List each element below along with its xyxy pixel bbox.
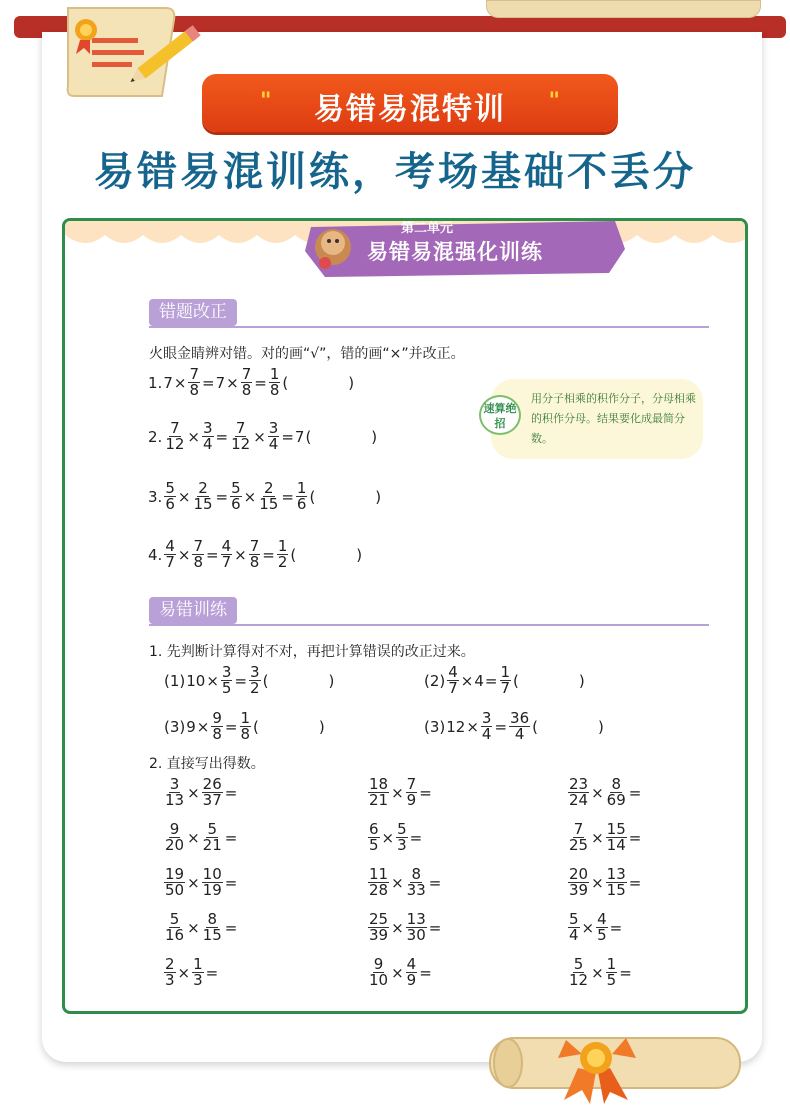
fraction: [192, 539, 204, 570]
numerator: 2: [264, 479, 274, 497]
numerator: 19: [165, 865, 185, 883]
item-number: (2): [424, 671, 446, 690]
denominator: 8: [249, 553, 260, 571]
numerator: 3: [169, 775, 180, 793]
fraction: [368, 777, 389, 808]
numerator: 8: [411, 865, 421, 883]
numerator: 15: [606, 820, 626, 838]
operator: =: [262, 545, 275, 564]
numerator: 7: [573, 820, 584, 838]
denominator: 2: [277, 553, 288, 571]
operator: =: [484, 671, 498, 690]
fraction: [277, 539, 289, 570]
denominator: 16: [165, 926, 185, 944]
numerator: 1: [500, 663, 511, 681]
problem-item: [147, 367, 355, 398]
numerator: 8: [207, 910, 217, 928]
fraction: [164, 912, 185, 943]
tip-text: 用分子相乘的积作分子，分母相乘的积作分母。结果要化成最简分数。: [531, 392, 696, 445]
denominator: 13: [165, 791, 185, 809]
judge-item: [163, 711, 326, 742]
denominator: 39: [369, 926, 389, 944]
operator: ×: [187, 427, 200, 446]
operator: ×: [206, 671, 219, 690]
fraction: [396, 822, 408, 853]
numerator: 5: [165, 479, 175, 497]
calc-item: [367, 912, 442, 943]
denominator: 9: [406, 791, 417, 809]
denominator: 6: [296, 495, 307, 513]
numerator: 1: [240, 709, 251, 727]
numerator: 1: [193, 955, 203, 973]
denominator: 4: [514, 725, 525, 743]
fraction: [164, 481, 176, 512]
numerator: 1: [269, 365, 280, 383]
numerator: 1: [296, 479, 307, 497]
numerator: 2: [198, 479, 208, 497]
numerator: 26: [202, 775, 222, 793]
operator: =: [201, 373, 215, 392]
fraction: [230, 421, 251, 452]
fraction: [164, 539, 176, 570]
numerator: 7: [193, 537, 203, 555]
fraction: [568, 957, 589, 988]
operator: ×: [591, 828, 604, 847]
operator: ×: [234, 545, 247, 564]
fraction: [606, 777, 627, 808]
operator: ×: [591, 963, 604, 982]
denominator: 33: [406, 881, 426, 899]
calc-item: [567, 777, 642, 808]
calc-item: [567, 912, 623, 943]
instruction-text: 火眼金睛辨对错。对的画“√”，错的画“×”并改正。: [149, 346, 465, 362]
problem-item: [147, 539, 363, 570]
number: 7: [163, 373, 173, 392]
operator: ×: [177, 487, 191, 506]
banner-title: 易错易混特训: [314, 92, 506, 127]
answer-blank: ( ): [513, 672, 585, 690]
denominator: 7: [448, 679, 458, 697]
operator: ×: [187, 873, 200, 892]
numerator: 1: [277, 537, 288, 555]
numerator: 7: [235, 419, 246, 437]
denominator: 39: [569, 881, 589, 899]
fraction: [202, 421, 214, 452]
fraction: [192, 481, 213, 512]
section-underline: [149, 624, 709, 626]
fraction: [606, 822, 627, 853]
denominator: 7: [165, 553, 175, 571]
answer-blank: ( ): [309, 488, 382, 506]
number: 9: [186, 717, 196, 736]
fraction: [447, 665, 459, 696]
denominator: 4: [481, 725, 492, 743]
calc-item: [367, 867, 442, 898]
section-tag: 错题改正: [149, 299, 237, 326]
denominator: 6: [231, 495, 241, 513]
denominator: 30: [406, 926, 426, 944]
unit-title: 易错易混强化训练: [367, 240, 543, 264]
fraction: [202, 822, 223, 853]
operator: =: [409, 828, 423, 847]
fraction: [368, 957, 389, 988]
fraction: [249, 665, 261, 696]
operator: ×: [466, 717, 479, 736]
numerator: 6: [369, 820, 379, 838]
denominator: 14: [606, 836, 626, 854]
calc-item: [567, 822, 642, 853]
operator: ×: [381, 828, 395, 847]
answer-blank: ( ): [282, 374, 355, 392]
numerator: 13: [606, 865, 626, 883]
numerator: 5: [573, 955, 584, 973]
numerator: 7: [241, 365, 252, 383]
fraction: [188, 367, 200, 398]
fraction: [164, 867, 185, 898]
denominator: 12: [569, 971, 589, 989]
operator: ×: [391, 783, 404, 802]
denominator: 7: [221, 553, 232, 571]
denominator: 19: [202, 881, 222, 899]
question-1-text: 1. 先判断计算得对不对，再把计算错误的改正过来。: [149, 644, 475, 660]
quote-mark-right: ": [548, 89, 560, 114]
fraction: [596, 912, 608, 943]
calc-item: [163, 867, 238, 898]
judge-item: [423, 665, 586, 696]
fraction: [481, 711, 493, 742]
fraction: [202, 777, 223, 808]
operator: ×: [253, 427, 266, 446]
fraction: [368, 912, 389, 943]
fraction: [249, 539, 261, 570]
fraction: [406, 777, 418, 808]
denominator: 4: [202, 435, 213, 453]
numerator: 1: [606, 955, 617, 973]
denominator: 5: [606, 971, 617, 989]
denominator: 15: [193, 495, 213, 513]
fraction: [406, 957, 418, 988]
numerator: 25: [369, 910, 389, 928]
judge-item: [423, 711, 605, 742]
numerator: 3: [268, 419, 279, 437]
numerator: 3: [250, 663, 260, 681]
operator: ×: [177, 963, 191, 982]
fraction: [406, 867, 427, 898]
fraction: [568, 777, 589, 808]
fraction: [568, 867, 589, 898]
problem-number: 3.: [148, 487, 163, 506]
item-number: (1): [164, 671, 186, 690]
operator: =: [224, 918, 238, 937]
speed-tip: [479, 375, 709, 463]
operator: =: [609, 918, 623, 937]
operator: =: [281, 487, 294, 506]
operator: ×: [591, 873, 604, 892]
fraction: [509, 711, 530, 742]
fraction: [192, 957, 204, 988]
section-tag: 易错训练: [149, 597, 237, 624]
item-number: (3): [424, 717, 446, 736]
numerator: 5: [569, 910, 579, 928]
numerator: 7: [170, 419, 180, 437]
denominator: 3: [165, 971, 175, 989]
calc-item: [163, 912, 238, 943]
denominator: 10: [369, 971, 389, 989]
operator: =: [224, 873, 238, 892]
operator: =: [224, 783, 238, 802]
operator: ×: [177, 545, 191, 564]
fraction: [211, 711, 223, 742]
fraction: [221, 539, 233, 570]
operator: =: [494, 717, 508, 736]
denominator: 5: [369, 836, 379, 854]
number: 7: [294, 427, 305, 446]
numerator: 5: [231, 479, 241, 497]
numerator: 2: [165, 955, 175, 973]
numerator: 9: [373, 955, 384, 973]
calc-item: [567, 957, 633, 988]
numerator: 4: [406, 955, 417, 973]
numerator: 13: [406, 910, 426, 928]
operator: =: [205, 545, 219, 564]
denominator: 21: [369, 791, 389, 809]
numerator: 36: [510, 709, 530, 727]
numerator: 7: [249, 537, 260, 555]
denominator: 3: [397, 836, 407, 854]
operator: ×: [196, 717, 210, 736]
calc-item: [367, 822, 423, 853]
numerator: 4: [448, 663, 458, 681]
numerator: 4: [165, 537, 175, 555]
numerator: 3: [221, 663, 232, 681]
operator: =: [419, 963, 432, 982]
answer-blank: ( ): [532, 718, 604, 736]
problem-item: [147, 421, 378, 452]
numerator: 3: [481, 709, 492, 727]
numerator: 9: [169, 820, 180, 838]
denominator: 21: [202, 836, 222, 854]
fraction: [406, 912, 427, 943]
denominator: 4: [268, 435, 279, 453]
fraction: [240, 711, 252, 742]
operator: =: [224, 828, 238, 847]
numerator: 4: [597, 910, 607, 928]
problem-item: [147, 481, 382, 512]
title-banner: [202, 74, 618, 132]
denominator: 8: [193, 553, 203, 571]
quote-mark-left: ": [260, 89, 272, 114]
section-header-practice: [149, 597, 709, 625]
denominator: 69: [606, 791, 626, 809]
number: 12: [446, 717, 466, 736]
denominator: 2: [250, 679, 260, 697]
problem-number: 4.: [148, 545, 163, 564]
operator: ×: [187, 783, 200, 802]
operator: =: [619, 963, 632, 982]
denominator: 3: [193, 971, 203, 989]
operator: ×: [173, 373, 187, 392]
denominator: 28: [369, 881, 389, 899]
fraction: [568, 912, 580, 943]
section-header-corrections: [149, 299, 709, 327]
fraction: [221, 665, 233, 696]
fraction: [202, 867, 223, 898]
problem-number: 1.: [148, 373, 163, 392]
operator: =: [234, 671, 248, 690]
denominator: 12: [231, 435, 251, 453]
fraction: [164, 957, 176, 988]
denominator: 24: [569, 791, 589, 809]
operator: =: [215, 487, 229, 506]
judge-item: [163, 665, 335, 696]
unit-header: [303, 221, 633, 277]
number: 10: [186, 671, 206, 690]
fraction: [606, 957, 618, 988]
operator: ×: [460, 671, 474, 690]
denominator: 6: [165, 495, 175, 513]
denominator: 8: [240, 725, 251, 743]
numerator: 5: [397, 820, 407, 838]
operator: =: [628, 783, 642, 802]
calc-item: [567, 867, 642, 898]
answer-blank: ( ): [262, 672, 335, 690]
question-2-text: 2. 直接写出得数。: [149, 756, 265, 772]
operator: =: [224, 717, 238, 736]
problem-number: 2.: [148, 427, 163, 446]
answer-blank: ( ): [290, 546, 363, 564]
denominator: 7: [500, 679, 511, 697]
operator: =: [281, 427, 294, 446]
numerator: 5: [207, 820, 217, 838]
denominator: 15: [202, 926, 222, 944]
fraction: [606, 867, 627, 898]
operator: ×: [391, 918, 404, 937]
fraction: [368, 822, 380, 853]
answer-blank: ( ): [253, 718, 325, 736]
calc-item: [163, 957, 219, 988]
calc-item: [163, 822, 238, 853]
calc-item: [367, 777, 433, 808]
number: 7: [215, 373, 226, 392]
operator: =: [428, 918, 442, 937]
fraction: [268, 421, 280, 452]
item-number: (3): [164, 717, 186, 736]
numerator: 23: [569, 775, 589, 793]
calc-item: [163, 777, 238, 808]
denominator: 8: [269, 381, 280, 399]
fraction: [230, 481, 242, 512]
numerator: 8: [611, 775, 621, 793]
fraction: [241, 367, 253, 398]
fraction: [202, 912, 223, 943]
operator: ×: [591, 783, 604, 802]
denominator: 8: [212, 725, 222, 743]
operator: =: [628, 828, 642, 847]
unit-label: 第二单元: [401, 221, 454, 236]
fraction: [500, 665, 512, 696]
denominator: 20: [165, 836, 185, 854]
operator: ×: [243, 487, 257, 506]
fraction: [164, 822, 185, 853]
numerator: 11: [369, 865, 389, 883]
operator: =: [254, 373, 267, 392]
denominator: 15: [259, 495, 279, 513]
worksheet-panel: [62, 218, 748, 1014]
operator: =: [205, 963, 219, 982]
denominator: 4: [569, 926, 579, 944]
numerator: 7: [406, 775, 417, 793]
denominator: 12: [165, 435, 185, 453]
numerator: 20: [569, 865, 589, 883]
scroll-decoration-top: [486, 0, 761, 18]
answer-blank: ( ): [305, 428, 378, 446]
operator: =: [419, 783, 432, 802]
fraction: [258, 481, 279, 512]
fraction: [164, 777, 185, 808]
section-underline: [149, 326, 709, 328]
operator: ×: [391, 963, 404, 982]
certificate-pencil-icon: [58, 0, 208, 112]
denominator: 15: [606, 881, 626, 899]
operator: ×: [581, 918, 595, 937]
operator: =: [628, 873, 642, 892]
fraction: [568, 822, 589, 853]
operator: =: [215, 427, 229, 446]
numerator: 18: [369, 775, 389, 793]
operator: ×: [391, 873, 404, 892]
denominator: 8: [241, 381, 252, 399]
denominator: 5: [597, 926, 607, 944]
operator: ×: [187, 918, 200, 937]
numerator: 3: [202, 419, 213, 437]
denominator: 5: [221, 679, 232, 697]
fraction: [296, 481, 308, 512]
operator: =: [428, 873, 442, 892]
denominator: 50: [165, 881, 185, 899]
headline: 易错易混训练，考场基础不丢分: [94, 149, 696, 195]
numerator: 9: [212, 709, 222, 727]
denominator: 8: [189, 381, 199, 399]
number: 4: [474, 671, 484, 690]
denominator: 9: [406, 971, 417, 989]
calc-item: [367, 957, 433, 988]
numerator: 4: [221, 537, 232, 555]
denominator: 25: [569, 836, 589, 854]
operator: ×: [226, 373, 239, 392]
denominator: 37: [202, 791, 222, 809]
scroll-ribbon-icon: [486, 1028, 748, 1104]
numerator: 10: [202, 865, 222, 883]
numerator: 7: [189, 365, 199, 383]
operator: ×: [187, 828, 200, 847]
tip-badge: 速算绝招: [479, 395, 521, 435]
numerator: 5: [169, 910, 180, 928]
fraction: [269, 367, 281, 398]
fraction: [368, 867, 389, 898]
fraction: [164, 421, 185, 452]
